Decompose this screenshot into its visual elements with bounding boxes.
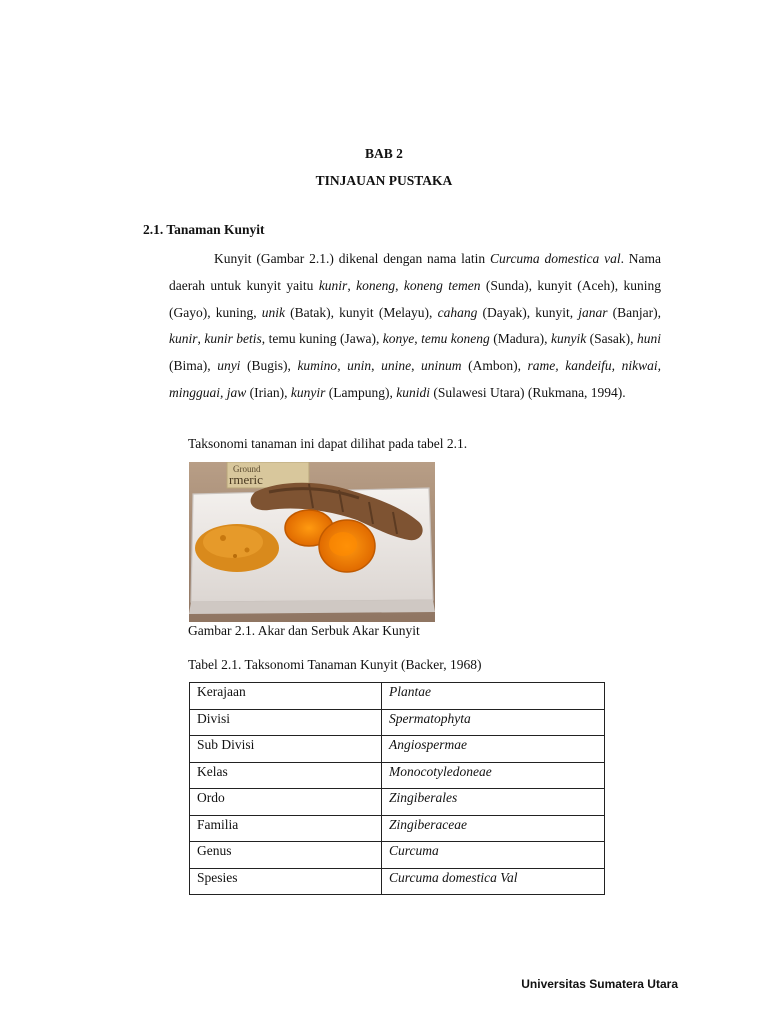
taxonomy-intro-text: Taksonomi tanaman ini dapat dilihat pada tabel 2.1.	[188, 436, 468, 451]
paragraph-text: (Batak), kunyit (Melayu),	[285, 304, 438, 320]
paragraph-text: ,	[395, 277, 404, 293]
table-row	[190, 736, 605, 763]
italic-term: kumino	[297, 358, 338, 374]
taxon-value: Plantae	[382, 683, 605, 710]
italic-term: kunyir	[290, 384, 326, 400]
italic-term: kunir betis	[204, 331, 262, 347]
italic-term: unine	[381, 358, 412, 374]
table-caption: Tabel 2.1. Taksonomi Tanaman Kunyit (Backer, 1968)	[188, 657, 482, 672]
italic-term: unik	[261, 304, 286, 320]
italic-term: kunir	[169, 331, 198, 347]
table-row	[190, 762, 605, 789]
taxon-value: Spermatophyta	[382, 709, 605, 736]
footer-institution: Universitas Sumatera Utara	[521, 977, 678, 991]
paragraph-text: (Sasak),	[586, 331, 637, 347]
italic-term: janar	[578, 304, 608, 320]
paragraph-text: (Sulawesi Utara) (Rukmana, 1994).	[429, 384, 626, 400]
italic-term: temu koneng	[421, 331, 490, 347]
italic-term: kunyik	[551, 331, 587, 347]
table-row	[190, 683, 605, 710]
paragraph-text: (Sunda), kunyit (Aceh), kuning (Gayo), kuning,	[169, 277, 662, 320]
paragraph-text: ,	[337, 358, 348, 374]
taxon-rank: Kelas	[190, 762, 382, 789]
chapter-number: BAB 2	[365, 146, 403, 161]
italic-term: rame, kandeifu, nikwai, mingguai, jaw	[169, 358, 661, 400]
paragraph-text: ,	[414, 331, 422, 347]
taxonomy-table	[189, 682, 605, 895]
jar-label-bottom: rmeric	[229, 472, 263, 487]
paragraph-text: (Bima),	[169, 358, 218, 374]
table-row	[190, 709, 605, 736]
italic-term: uninum	[421, 358, 462, 374]
taxon-rank: Kerajaan	[190, 683, 382, 710]
italic-term: cahang	[437, 304, 478, 320]
paragraph-text: ,	[411, 358, 422, 374]
italic-term: unyi	[217, 358, 241, 374]
taxon-rank: Spesies	[190, 868, 382, 895]
taxon-rank: Sub Divisi	[190, 736, 382, 763]
paragraph-text: ,	[347, 277, 357, 293]
taxon-rank: Ordo	[190, 789, 382, 816]
section-heading: 2.1. Tanaman Kunyit	[143, 222, 265, 237]
turmeric-photo	[189, 462, 435, 622]
paragraph-text: (Madura),	[489, 331, 551, 347]
italic-term: unin	[347, 358, 372, 374]
taxon-value: Angiospermae	[382, 736, 605, 763]
chapter-title: TINJAUAN PUSTAKA	[315, 173, 453, 188]
italic-term: koneng temen	[403, 277, 481, 293]
paragraph-text: Kunyit (Gambar 2.1.) dikenal dengan nama latin	[214, 251, 490, 266]
taxon-value: Curcuma domestica Val	[382, 868, 605, 895]
paragraph-text: ,	[197, 331, 205, 347]
italic-term: huni	[636, 331, 661, 347]
paragraph-text: (Ambon),	[461, 358, 528, 374]
table-row	[190, 842, 605, 869]
italic-term: Curcuma domestica val	[489, 251, 621, 266]
paragraph-text: (Dayak), kunyit,	[477, 304, 579, 320]
italic-term: kunidi	[396, 384, 430, 400]
taxon-value: Zingiberales	[382, 789, 605, 816]
taxon-rank: Familia	[190, 815, 382, 842]
taxon-value: Monocotyledoneae	[382, 762, 605, 789]
italic-term: konye	[382, 331, 415, 347]
taxon-rank: Genus	[190, 842, 382, 869]
paragraph-text: , temu kuning (Jawa),	[261, 331, 383, 347]
italic-term: kunir	[318, 277, 348, 293]
taxon-value: Curcuma	[382, 842, 605, 869]
paragraph-text: (Banjar),	[607, 304, 662, 320]
turmeric-illustration	[189, 462, 435, 622]
figure-caption: Gambar 2.1. Akar dan Serbuk Akar Kunyit	[188, 623, 420, 638]
jar-label-top: Ground	[233, 464, 261, 474]
paragraph-text: ,	[371, 358, 382, 374]
paragraph-text: (Bugis),	[240, 358, 298, 374]
table-row	[190, 789, 605, 816]
table-row	[190, 868, 605, 895]
taxon-value: Zingiberaceae	[382, 815, 605, 842]
paragraph-text: . Nama daerah untuk kunyit yaitu	[169, 251, 662, 293]
taxon-rank: Divisi	[190, 709, 382, 736]
paragraph-text: (Lampung),	[325, 384, 397, 400]
table-row	[190, 815, 605, 842]
italic-term: koneng	[356, 277, 396, 293]
paragraph-text: (Irian),	[246, 384, 291, 400]
intro-paragraph	[169, 246, 661, 407]
